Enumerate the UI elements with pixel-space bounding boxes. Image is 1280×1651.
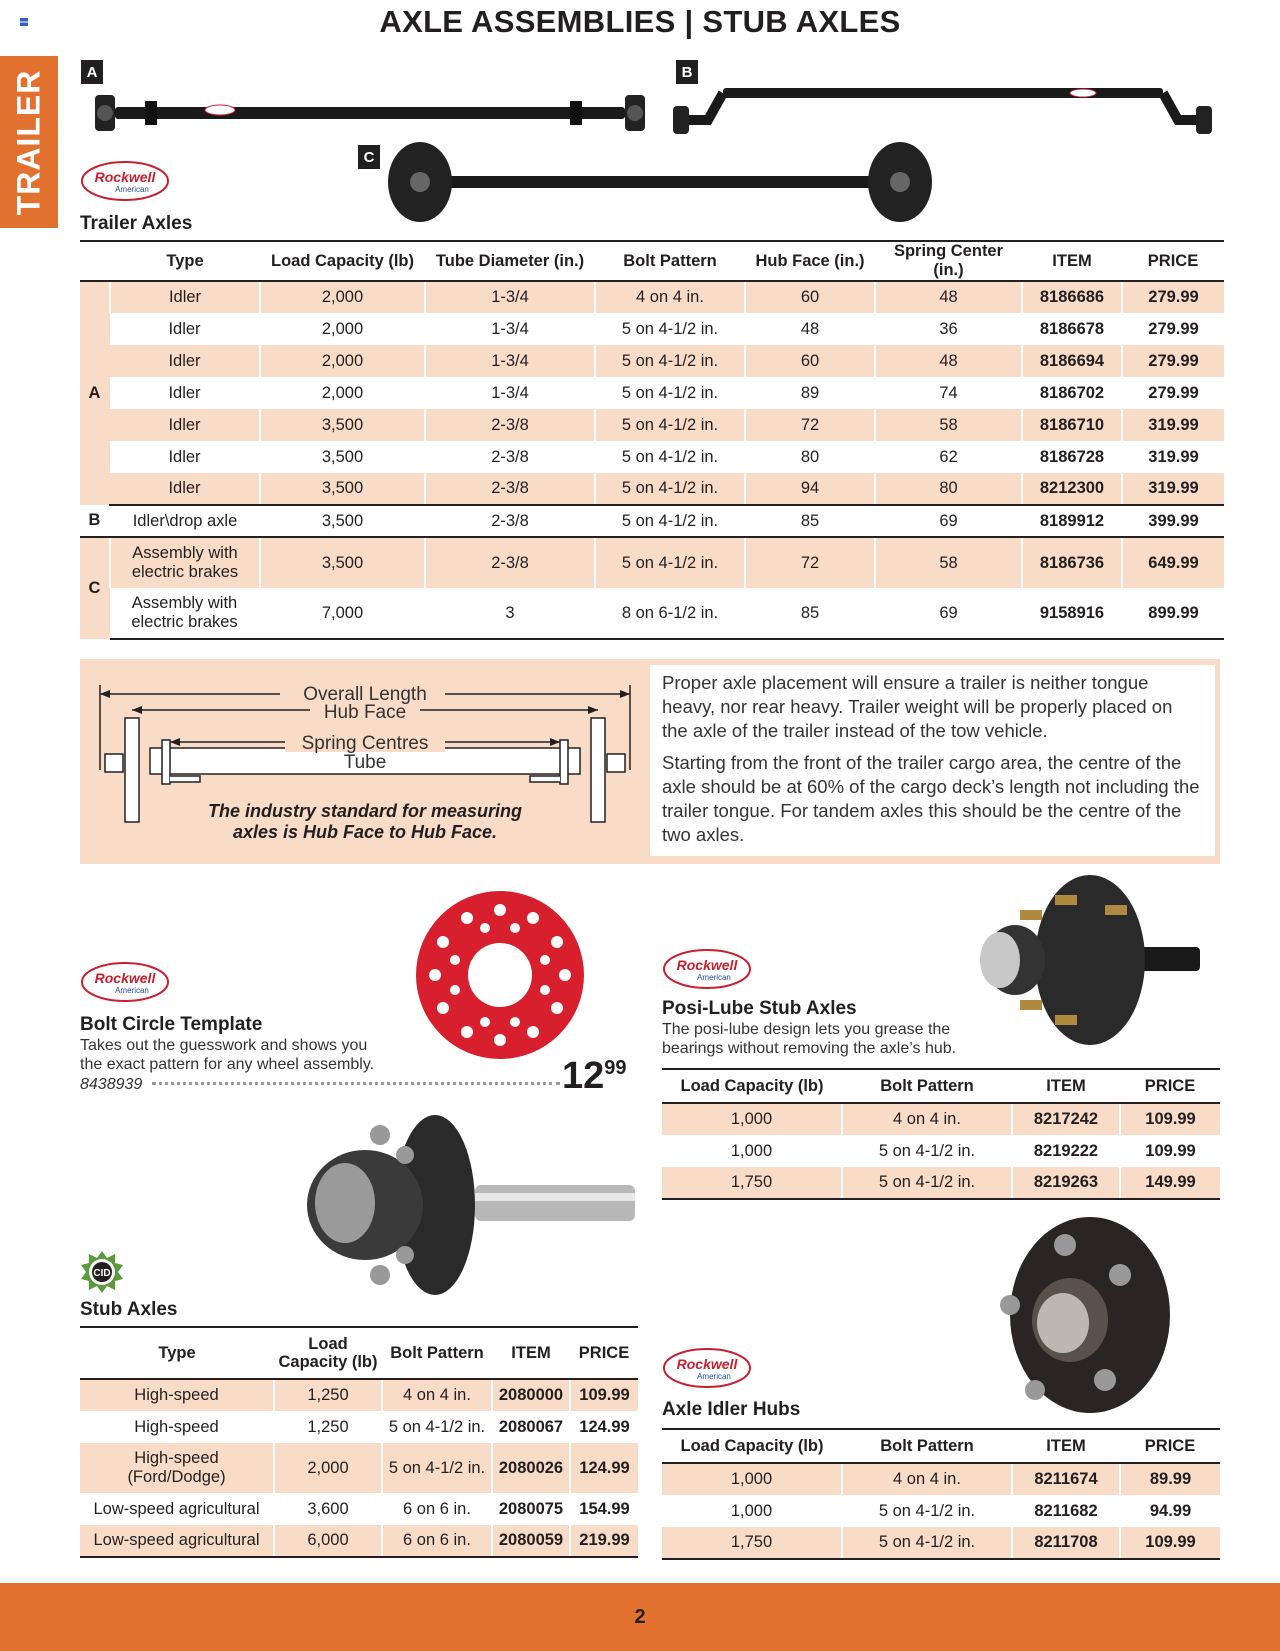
cell-item: 8211682: [1012, 1495, 1120, 1527]
overall-length-label: Overall Length: [303, 684, 427, 705]
group-c: C: [80, 537, 110, 639]
table-row: [80, 1493, 638, 1525]
cell-item: 8211708: [1012, 1527, 1120, 1559]
cell-load: 2,000: [274, 1443, 382, 1493]
table-row: [80, 1411, 638, 1443]
cell-item: 8219222: [1012, 1135, 1120, 1167]
cell-load: 3,500: [260, 505, 425, 537]
cell-bolt: 4 on 4 in.: [842, 1103, 1012, 1135]
rockwell-logo: [80, 160, 170, 202]
cell-bolt: 4 on 4 in.: [842, 1463, 1012, 1495]
cell-price: 154.99: [570, 1493, 638, 1525]
trailer-axles-table: [80, 240, 1224, 640]
cell-item: 8186694: [1022, 345, 1122, 377]
cell-type-line1: Assembly with: [132, 544, 238, 562]
cell-type: Idler: [168, 319, 201, 338]
cell-price: 109.99: [1120, 1103, 1220, 1135]
cell-bolt: 5 on 4-1/2 in.: [595, 345, 745, 377]
col-spring: Spring Center (in.): [875, 241, 1022, 281]
cell-load: 2,000: [260, 345, 425, 377]
cell-load: 3,500: [260, 473, 425, 505]
posi-lube-desc-2: bearings without removing the axle’s hub.: [662, 1040, 957, 1057]
cell-hub: 60: [745, 281, 875, 313]
cell-load: 1,000: [662, 1103, 842, 1135]
col-price: PRICE: [1120, 1069, 1220, 1103]
bolt-template-price: [562, 1055, 627, 1098]
cell-item: 2080000: [492, 1379, 570, 1411]
col-tube: Tube Diameter (in.): [425, 241, 595, 281]
cell-hub: 72: [745, 409, 875, 441]
cell-bolt: 5 on 4-1/2 in.: [595, 409, 745, 441]
table-row: [80, 505, 1224, 537]
axle-measure-diagram: [90, 670, 640, 855]
cell-type: Idler: [168, 447, 201, 466]
table-row: [80, 345, 1224, 377]
cell-load: 2,000: [260, 377, 425, 409]
cell-hub: 60: [745, 345, 875, 377]
cell-bolt: 8 on 6-1/2 in.: [595, 588, 745, 639]
logo-subword: American: [115, 986, 149, 995]
col-load: Load Capacity (lb): [662, 1429, 842, 1463]
cell-hub: 80: [745, 441, 875, 473]
table-row: [80, 377, 1224, 409]
cell-item: 8211674: [1012, 1463, 1120, 1495]
diagram-note-line2: axles is Hub Face to Hub Face.: [232, 822, 498, 842]
cell-hub: 85: [745, 505, 875, 537]
col-bolt: Bolt Pattern: [842, 1429, 1012, 1463]
cell-bolt: 5 on 4-1/2 in.: [382, 1443, 492, 1493]
table-row: [80, 313, 1224, 345]
cell-bolt: 5 on 4-1/2 in.: [842, 1527, 1012, 1559]
cell-bolt: 5 on 4-1/2 in.: [842, 1167, 1012, 1199]
cell-tube: 1-3/4: [425, 345, 595, 377]
bolt-template-heading: Bolt Circle Template: [80, 1014, 263, 1035]
logo-subword: American: [115, 185, 149, 194]
cell-price: 279.99: [1122, 313, 1224, 345]
cell-item: 8212300: [1022, 473, 1122, 505]
table-row: [80, 588, 1224, 639]
cell-type: High-speed: [80, 1379, 274, 1411]
cell-item: 8219263: [1012, 1167, 1120, 1199]
col-item: ITEM: [492, 1327, 570, 1379]
idler-hubs-table: [662, 1428, 1220, 1560]
cell-price: 109.99: [1120, 1527, 1220, 1559]
cell-item: 8186710: [1022, 409, 1122, 441]
side-tab: [0, 56, 58, 228]
cell-type: High-speed: [134, 1417, 219, 1436]
cell-item: 8186702: [1022, 377, 1122, 409]
cell-type: [110, 588, 260, 639]
table-row: [80, 409, 1224, 441]
label-a: A: [81, 60, 103, 84]
cell-load: 3,500: [260, 441, 425, 473]
cell-item: 8186686: [1022, 281, 1122, 313]
diagram-note-line1: The industry standard for measuring: [207, 801, 523, 821]
table-row: [662, 1167, 1220, 1199]
posi-lube-desc-1: The posi-lube design lets you grease the: [662, 1021, 951, 1038]
cell-price: 109.99: [570, 1379, 638, 1411]
cell-bolt: 5 on 4-1/2 in.: [595, 377, 745, 409]
cell-bolt: 5 on 4-1/2 in.: [595, 441, 745, 473]
cell-bolt: 5 on 4-1/2 in.: [595, 505, 745, 537]
rockwell-logo: [662, 1347, 752, 1389]
cell-tube: 3: [425, 588, 595, 639]
cell-load: 3,500: [260, 409, 425, 441]
bolt-template-image: [415, 890, 585, 1060]
cell-price: 89.99: [1120, 1463, 1220, 1495]
col-load: [274, 1327, 382, 1379]
col-item: ITEM: [1012, 1069, 1120, 1103]
logo-word: Rockwell: [676, 1356, 738, 1372]
cell-price: 899.99: [1122, 588, 1224, 639]
cell-load: 1,250: [274, 1411, 382, 1443]
logo-word: Rockwell: [676, 957, 738, 973]
cell-item: 8186736: [1022, 537, 1122, 588]
cell-price: 319.99: [1122, 441, 1224, 473]
logo-word: Rockwell: [94, 169, 156, 185]
cell-load: 1,000: [662, 1463, 842, 1495]
table-row: [662, 1135, 1220, 1167]
cell-type-line2: (Ford/Dodge): [127, 1468, 226, 1486]
cell-load: 1,750: [662, 1167, 842, 1199]
table-row: [80, 1379, 638, 1411]
cell-type: [80, 1443, 274, 1493]
cell-hub: 72: [745, 537, 875, 588]
cell-type: Idler: [168, 383, 201, 402]
rockwell-logo: [662, 948, 752, 990]
axle-a-image: [85, 85, 655, 145]
cell-bolt: 6 on 6 in.: [382, 1525, 492, 1557]
page-title: AXLE ASSEMBLIES | STUB AXLES: [379, 4, 901, 39]
col-price: PRICE: [1120, 1429, 1220, 1463]
idler-hub-image: [995, 1215, 1175, 1420]
bolt-template-item: 8438939: [80, 1076, 143, 1093]
cell-spring: 48: [875, 281, 1022, 313]
page-footer: [0, 1583, 1280, 1651]
cell-tube: 1-3/4: [425, 377, 595, 409]
cell-price: 149.99: [1120, 1167, 1220, 1199]
table-row: [80, 473, 1224, 505]
cell-tube: 2-3/8: [425, 473, 595, 505]
cell-spring: 58: [875, 409, 1022, 441]
cell-price: 399.99: [1122, 505, 1224, 537]
page-number: 2: [634, 1605, 646, 1628]
cell-type-line2: electric brakes: [131, 613, 238, 631]
cell-price: 219.99: [570, 1525, 638, 1557]
cell-price: 124.99: [570, 1411, 638, 1443]
cell-spring: 62: [875, 441, 1022, 473]
cell-load: 1,250: [274, 1379, 382, 1411]
cell-bolt: 6 on 6 in.: [382, 1493, 492, 1525]
cell-price: 319.99: [1122, 409, 1224, 441]
cell-load: 1,000: [730, 1501, 773, 1520]
cid-badge-icon: [80, 1250, 124, 1294]
col-bolt: Bolt Pattern: [595, 241, 745, 281]
cell-load: 7,000: [260, 588, 425, 639]
group-a: A: [80, 281, 110, 505]
col-type: Type: [80, 1327, 274, 1379]
cell-price: 279.99: [1122, 281, 1224, 313]
cell-hub: 89: [745, 377, 875, 409]
table-row: [662, 1495, 1220, 1527]
cell-price: 279.99: [1122, 345, 1224, 377]
cell-type-line1: Assembly with: [131, 594, 238, 612]
cell-spring: 36: [875, 313, 1022, 345]
hub-face-label: Hub Face: [323, 702, 407, 723]
cell-item: 9158916: [1022, 588, 1122, 639]
cell-type: Idler: [110, 281, 260, 313]
table-row: [80, 1443, 638, 1493]
label-c: C: [358, 145, 380, 169]
cell-price: 649.99: [1122, 537, 1224, 588]
cell-bolt: 5 on 4-1/2 in.: [595, 537, 745, 588]
cell-spring: 48: [875, 345, 1022, 377]
cell-price: 319.99: [1122, 473, 1224, 505]
cell-item: 2080026: [492, 1443, 570, 1493]
col-load: Load Capacity (lb): [260, 241, 425, 281]
logo-subword: American: [697, 1372, 731, 1381]
posi-lube-image: [980, 875, 1220, 1055]
table-row: [80, 441, 1224, 473]
cell-type: Low-speed agricultural: [93, 1499, 260, 1518]
info-paragraph-2: Starting from the front of the trailer cargo area, the centre of the axle should be at 60% of the cargo deck’s length not including the trailer tongue. For tandem axles this should be the centre of the two axles.: [662, 752, 1200, 845]
cell-bolt: 5 on 4-1/2 in.: [595, 473, 745, 505]
posi-lube-table: [662, 1068, 1220, 1200]
col-group: [80, 241, 110, 281]
cell-hub: 85: [745, 588, 875, 639]
info-paragraph-1: Proper axle placement will ensure a trailer is neither tongue heavy, nor rear heavy. Trailer weight will be properly placed on the axle of the trailer instead of the tow vehicle.: [662, 672, 1173, 741]
side-tab-label: TRAILER: [10, 69, 47, 215]
leader-dots: [152, 1082, 560, 1085]
group-b: B: [80, 505, 110, 537]
cell-load: 3,500: [260, 537, 425, 588]
cell-type: Idler\drop axle: [110, 505, 260, 537]
cid-badge-text: CID: [93, 1268, 111, 1279]
tube-label: Tube: [343, 752, 387, 773]
cell-type: Idler: [110, 345, 260, 377]
cell-load: 3,600: [274, 1493, 382, 1525]
posi-lube-heading: Posi-Lube Stub Axles: [662, 998, 857, 1019]
cell-bolt: 5 on 4-1/2 in.: [595, 313, 745, 345]
cell-type: Low-speed agricultural: [80, 1525, 274, 1557]
col-price: PRICE: [570, 1327, 638, 1379]
logo-word: Rockwell: [94, 970, 156, 986]
col-price: PRICE: [1122, 241, 1224, 281]
cell-load: 1,000: [730, 1141, 773, 1160]
cell-type: [110, 537, 260, 588]
stub-axle-image: [305, 1115, 635, 1300]
col-hub: Hub Face (in.): [745, 241, 875, 281]
cell-type-line2: electric brakes: [131, 563, 239, 581]
rockwell-logo: [80, 961, 170, 1003]
price-dollars: 12: [562, 1055, 605, 1097]
stub-axles-heading: Stub Axles: [80, 1299, 178, 1320]
stub-axles-table: [80, 1326, 638, 1558]
label-b: B: [676, 60, 698, 84]
table-row: [662, 1463, 1220, 1495]
cell-bolt: 4 on 4 in.: [595, 281, 745, 313]
cell-type-line1: High-speed: [134, 1449, 219, 1467]
cell-item: 8189912: [1022, 505, 1122, 537]
table-row: [662, 1103, 1220, 1135]
cell-load: 2,000: [260, 313, 425, 345]
cell-item: 2080059: [492, 1525, 570, 1557]
axle-b-image: [668, 80, 1228, 140]
col-item: ITEM: [1012, 1429, 1120, 1463]
cell-spring: 69: [875, 588, 1022, 639]
col-bolt: Bolt Pattern: [842, 1069, 1012, 1103]
idler-hubs-heading: Axle Idler Hubs: [662, 1399, 801, 1420]
trailer-axles-heading: Trailer Axles: [80, 213, 193, 234]
cell-tube: 2-3/8: [425, 409, 595, 441]
cell-hub: 48: [745, 313, 875, 345]
cell-tube: 1-3/4: [425, 281, 595, 313]
cell-type: Idler: [110, 409, 260, 441]
cell-spring: 74: [875, 377, 1022, 409]
cell-price: 124.99: [570, 1443, 638, 1493]
cell-price: 94.99: [1120, 1495, 1220, 1527]
col-type: Type: [110, 241, 260, 281]
cell-spring: 80: [875, 473, 1022, 505]
cell-load: 1,750: [662, 1527, 842, 1559]
col-item: ITEM: [1022, 241, 1122, 281]
col-load: Load Capacity (lb): [662, 1069, 842, 1103]
cell-item: 8186678: [1022, 313, 1122, 345]
cell-item: 8217242: [1012, 1103, 1120, 1135]
cell-tube: 2-3/8: [425, 505, 595, 537]
cell-bolt: 4 on 4 in.: [382, 1379, 492, 1411]
cell-tube: 1-3/4: [425, 313, 595, 345]
cell-price: 279.99: [1122, 377, 1224, 409]
table-row: [80, 1525, 638, 1557]
cell-item: 2080075: [492, 1493, 570, 1525]
spring-centres-label: Spring Centres: [301, 733, 429, 754]
cell-bolt: 5 on 4-1/2 in.: [382, 1411, 492, 1443]
cell-load: 2,000: [260, 281, 425, 313]
col-load-line2: Capacity (lb): [278, 1353, 378, 1371]
cell-bolt: 5 on 4-1/2 in.: [842, 1135, 1012, 1167]
cell-tube: 2-3/8: [425, 537, 595, 588]
cell-price: 109.99: [1120, 1135, 1220, 1167]
cell-bolt: 5 on 4-1/2 in.: [842, 1495, 1012, 1527]
table-row: [662, 1527, 1220, 1559]
cell-spring: 58: [875, 537, 1022, 588]
cell-load: 6,000: [274, 1525, 382, 1557]
axle-c-image: [380, 140, 940, 230]
col-bolt: Bolt Pattern: [382, 1327, 492, 1379]
axle-placement-info: [650, 665, 1215, 856]
cell-item: 2080067: [492, 1411, 570, 1443]
logo-subword: American: [697, 973, 731, 982]
cell-item: 8186728: [1022, 441, 1122, 473]
col-load-line1: Load: [308, 1335, 348, 1353]
cell-type: Idler: [110, 473, 260, 505]
table-row: [80, 281, 1224, 313]
price-cents: 99: [604, 1057, 627, 1079]
cell-spring: 69: [875, 505, 1022, 537]
bolt-template-desc-1: Takes out the guesswork and shows you: [80, 1037, 368, 1054]
cell-tube: 2-3/8: [425, 441, 595, 473]
bolt-template-desc-2: the exact pattern for any wheel assembly.: [80, 1056, 375, 1073]
cell-hub: 94: [745, 473, 875, 505]
table-row: [80, 537, 1224, 588]
